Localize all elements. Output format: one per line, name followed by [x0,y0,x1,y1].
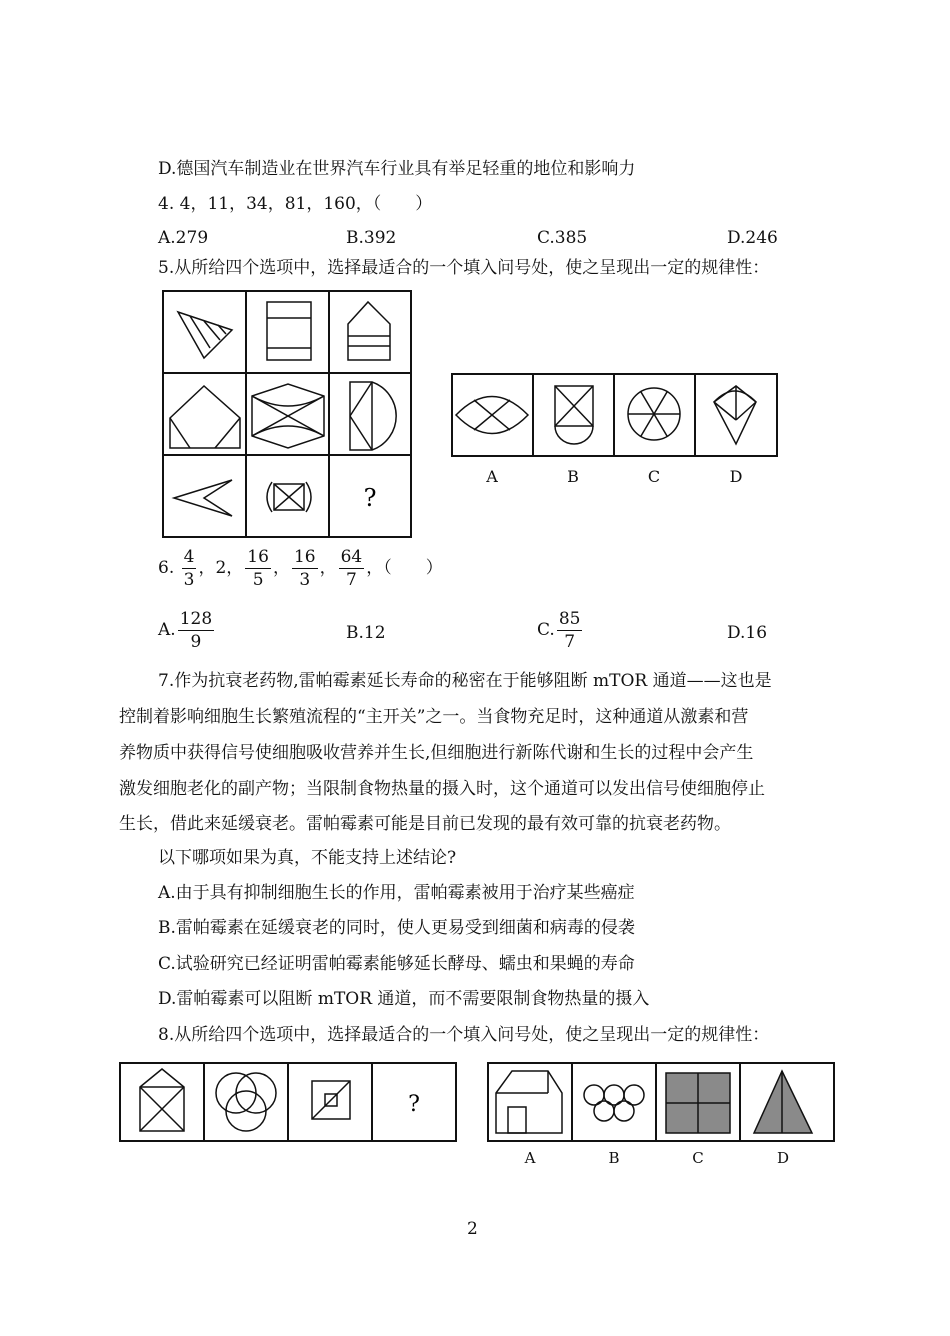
q6-option-b: B.12 [346,623,386,643]
q6-option-c: C. $\frac{85}{7}$ [537,609,581,652]
q5-label-d: D [729,467,743,486]
q4-option-b: B.392 [346,228,397,248]
q8-label-d: D [776,1149,790,1167]
q6-term-4: $\frac{16}{3}$ [293,547,316,590]
q6-number: 6. [158,558,175,578]
q8-label-b: B [608,1149,620,1167]
option-d-figure [714,386,756,444]
q6-term-5: $\frac{64}{7}$ [340,547,363,590]
q6-term-2: 2 [215,558,227,578]
seq-nested-squares [312,1081,350,1119]
cell-arrowhead [174,480,232,516]
q8-label-a: A [524,1149,536,1167]
q5-options [450,372,780,492]
cell-semicircle [350,382,396,450]
q6-option-d: D.16 [727,623,768,643]
cell-box-x-arcs [267,482,311,512]
cell-triangle-lines [178,312,232,358]
q4-option-d: D.246 [727,228,778,248]
q8-sequence [118,1061,460,1145]
option-a-figure [456,397,528,434]
q6-option-a: A. $\frac{128}{9}$ [158,609,213,652]
q8-option-b-rings [584,1085,644,1121]
cell-rectangle-lines [267,302,311,360]
q7-option-c: C.试验研究已经证明雷帕霉素能够延长酵母、蠕虫和果蝇的寿命 [158,954,635,974]
q7-line-5: 生长，借此来延缓衰老。雷帕霉素可能是目前已发现的最有效可靠的抗衰老药物。 [119,814,731,834]
q7-question: 以下哪项如果为真，不能支持上述结论? [158,848,457,868]
q6-term-3: $\frac{16}{5}$ [247,547,269,590]
seq-house-x [140,1069,184,1131]
q8-option-a-house [496,1071,562,1133]
q5-puzzle-grid [160,288,415,540]
option-b-figure [555,386,593,444]
q5-stem: 5.从所给四个选项中，选择最适合的一个填入问号处，使之呈现出一定的规律性： [158,258,770,278]
q5-question-mark: ? [363,484,377,512]
q3-option-d: D.德国汽车制造业在世界汽车行业具有举足轻重的地位和影响力 [158,159,636,179]
q7-line-2: 控制着影响细胞生长繁殖流程的“主开关”之一。当食物充足时，这种通道从激素和营 [119,707,749,727]
q7-line-4: 激发细胞老化的副产物；当限制食物热量的摄入时，这个通道可以发出信号使细胞停止 [119,779,765,799]
q4-option-c: C.385 [537,228,588,248]
page-number: 2 [467,1219,478,1239]
q7-line-1: 7.作为抗衰老药物,雷帕霉素延长寿命的秘密在于能够阻断 mTOR 通道——这也是 [158,671,772,691]
q4-stem: 4. 4，11，34，81，160，（ ） [158,194,433,214]
q6-term-1: $\frac{4}{3}$ [183,547,195,590]
q8-option-c-grid [666,1073,730,1133]
q6-stem: 6. $\frac{4}{3}$ ，2， $\frac{16}{5}$ ， $\frac{16}{3}$ ， $\frac{64}{7}$ ，（ ） [158,547,443,590]
option-c-figure [628,388,680,440]
q8-stem: 8.从所给四个选项中，选择最适合的一个填入问号处，使之呈现出一定的规律性： [158,1025,770,1045]
q4-option-a: A.279 [158,228,209,248]
q8-question-mark: ? [408,1092,420,1117]
seq-three-circles [216,1073,276,1131]
q7-option-b: B.雷帕霉素在延缓衰老的同时，使人更易受到细菌和病毒的侵袭 [158,918,635,938]
q5-label-a: A [486,467,498,486]
cell-pentagon [170,386,240,448]
q8-options [486,1061,838,1173]
q8-label-c: C [692,1149,704,1167]
cell-envelope [252,384,324,448]
q7-line-3: 养物质中获得信号使细胞吸收营养并生长,但细胞进行新陈代谢和生长的过程中会产生 [119,743,754,763]
q6-blank: （ ） [383,558,443,578]
q5-label-c: C [647,467,661,486]
q7-option-d: D.雷帕霉素可以阻断 mTOR 通道，而不需要限制食物热量的摄入 [158,989,650,1009]
q5-label-b: B [567,467,579,486]
q7-option-a: A.由于具有抑制细胞生长的作用，雷帕霉素被用于治疗某些癌症 [158,883,635,903]
q8-option-d-pyramid [754,1071,812,1133]
cell-house-shape [348,302,390,360]
